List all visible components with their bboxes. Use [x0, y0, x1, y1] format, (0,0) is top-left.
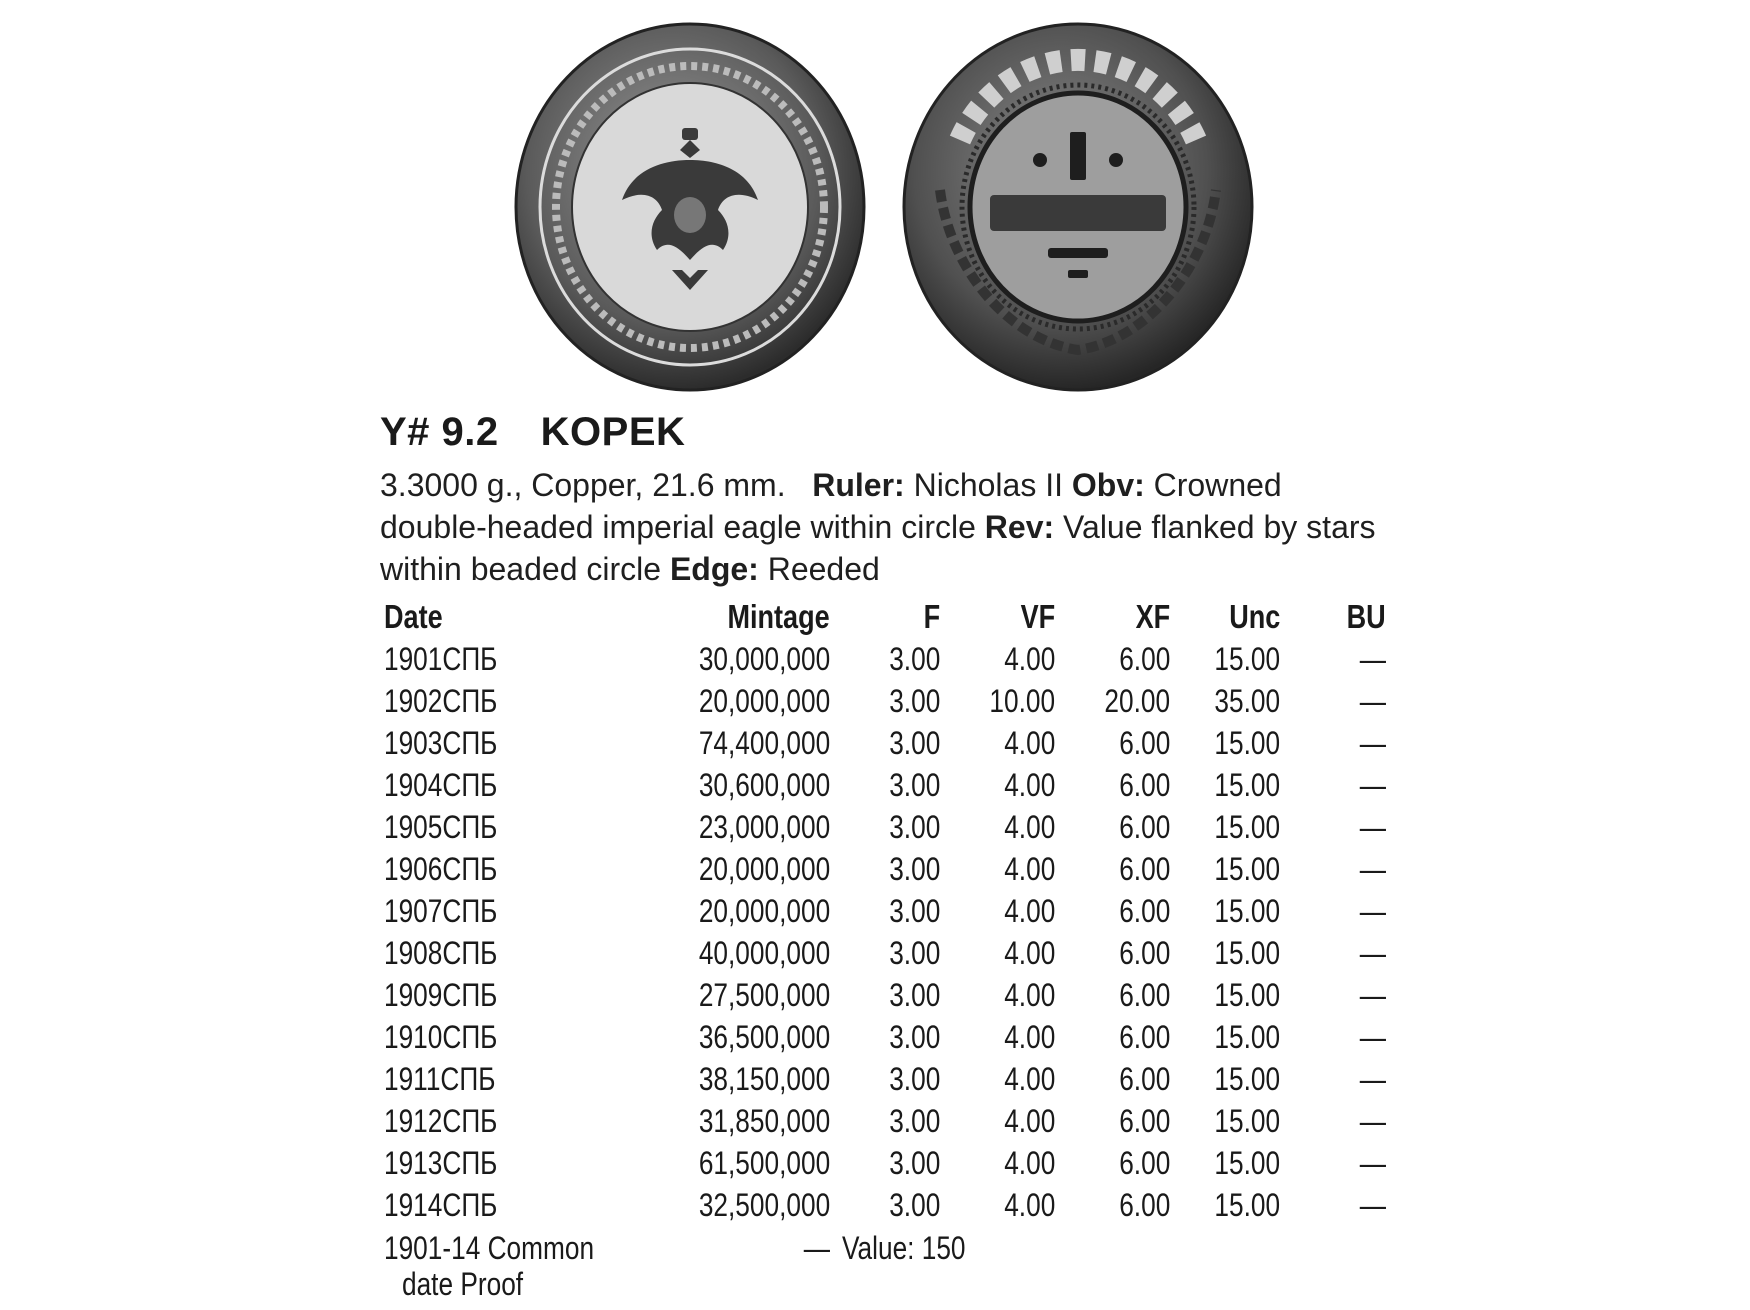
- cell-bu: —: [1359, 977, 1386, 1013]
- cell-bu: —: [1359, 1103, 1386, 1139]
- cell-xf: 6.00: [1118, 725, 1170, 761]
- header-mintage: Mintage: [727, 598, 830, 635]
- cell-xf: 6.00: [1118, 809, 1170, 845]
- table-row: [380, 932, 1390, 974]
- cell-vf: 4.00: [1003, 809, 1055, 845]
- cell-mintage: 74,400,000: [698, 725, 830, 761]
- cell-vf: 4.00: [1003, 1103, 1055, 1139]
- cell-mintage: 20,000,000: [698, 893, 830, 929]
- cell-f: 3.00: [888, 683, 940, 719]
- cell-date: 1904СПБ: [384, 767, 498, 803]
- cell-unc: 35.00: [1214, 683, 1280, 719]
- cell-unc: 15.00: [1214, 809, 1280, 845]
- cell-bu: —: [1359, 851, 1386, 887]
- header-xf: XF: [1135, 598, 1170, 635]
- cell-f: 3.00: [888, 893, 940, 929]
- cell-bu: —: [1359, 725, 1386, 761]
- cell-vf: 4.00: [1003, 977, 1055, 1013]
- cell-unc: 15.00: [1214, 1145, 1280, 1181]
- cell-vf: 4.00: [1003, 1187, 1055, 1223]
- header-date: Date: [384, 598, 443, 635]
- cell-unc: 15.00: [1214, 893, 1280, 929]
- table-row: [380, 638, 1390, 680]
- cell-unc: 15.00: [1214, 1187, 1280, 1223]
- cell-f: 3.00: [888, 851, 940, 887]
- table-row: [380, 890, 1390, 932]
- cell-bu: —: [1359, 767, 1386, 803]
- cell-bu: —: [1359, 935, 1386, 971]
- edge-value: Reeded: [767, 551, 880, 587]
- proof-label-line1: 1901-14 Common: [384, 1230, 595, 1266]
- table-header-row: [380, 596, 1390, 638]
- cell-date: 1902СПБ: [384, 683, 498, 719]
- cell-vf: 4.00: [1003, 1019, 1055, 1055]
- cell-f: 3.00: [888, 1019, 940, 1055]
- cell-vf: 4.00: [1003, 1145, 1055, 1181]
- cell-bu: —: [1359, 893, 1386, 929]
- cell-unc: 15.00: [1214, 977, 1280, 1013]
- cell-date: 1905СПБ: [384, 809, 498, 845]
- cell-xf: 6.00: [1118, 641, 1170, 677]
- cell-xf: 6.00: [1118, 1187, 1170, 1223]
- cell-f: 3.00: [888, 935, 940, 971]
- cell-unc: 15.00: [1214, 1061, 1280, 1097]
- header-unc: Unc: [1228, 598, 1280, 635]
- cell-xf: 6.00: [1118, 977, 1170, 1013]
- reverse-value: Value flanked by stars within beaded circle: [380, 509, 1376, 587]
- table-row: [380, 806, 1390, 848]
- cell-mintage: 31,850,000: [698, 1103, 830, 1139]
- obverse-label: Obv:: [1071, 467, 1145, 503]
- cell-f: 3.00: [888, 641, 940, 677]
- proof-mintage: —: [803, 1230, 830, 1266]
- table-row: [380, 722, 1390, 764]
- cell-xf: 6.00: [1118, 935, 1170, 971]
- cell-bu: —: [1359, 683, 1386, 719]
- reverse-label: Rev:: [984, 509, 1055, 545]
- cell-vf: 4.00: [1003, 767, 1055, 803]
- cell-vf: 4.00: [1003, 893, 1055, 929]
- table-row: [380, 1058, 1390, 1100]
- cell-mintage: 20,000,000: [698, 683, 830, 719]
- proof-row: [380, 1230, 1390, 1310]
- cell-date: 1912СПБ: [384, 1103, 498, 1139]
- table-row: [380, 1184, 1390, 1226]
- cell-unc: 15.00: [1214, 851, 1280, 887]
- proof-label-line2: date Proof: [402, 1266, 524, 1302]
- table-row: [380, 1142, 1390, 1184]
- coin-specs: 3.3000 g., Copper, 21.6 mm.: [380, 467, 786, 503]
- cell-vf: 4.00: [1003, 641, 1055, 677]
- cell-date: 1909СПБ: [384, 977, 498, 1013]
- cell-vf: 4.00: [1003, 851, 1055, 887]
- cell-date: 1901СПБ: [384, 641, 498, 677]
- cell-bu: —: [1359, 641, 1386, 677]
- obverse-value: Crowned double-headed imperial eagle within circle: [380, 467, 1282, 545]
- cell-mintage: 36,500,000: [698, 1019, 830, 1055]
- coin-obverse-image: [512, 20, 868, 394]
- cell-bu: —: [1359, 1145, 1386, 1181]
- table-row: [380, 1016, 1390, 1058]
- cell-bu: —: [1359, 1019, 1386, 1055]
- ruler-value: Nicholas II: [913, 467, 1063, 503]
- table-row: [380, 680, 1390, 722]
- cell-f: 3.00: [888, 725, 940, 761]
- cell-unc: 15.00: [1214, 1019, 1280, 1055]
- cell-xf: 6.00: [1118, 851, 1170, 887]
- cell-date: 1910СПБ: [384, 1019, 498, 1055]
- cell-f: 3.00: [888, 1145, 940, 1181]
- coin-reverse-image: [900, 20, 1256, 394]
- cell-f: 3.00: [888, 1061, 940, 1097]
- cell-xf: 6.00: [1118, 1103, 1170, 1139]
- cell-mintage: 20,000,000: [698, 851, 830, 887]
- coin-name: KOPEK: [540, 410, 686, 454]
- table-row: [380, 1100, 1390, 1142]
- cell-bu: —: [1359, 809, 1386, 845]
- cell-f: 3.00: [888, 977, 940, 1013]
- cell-mintage: 30,000,000: [698, 641, 830, 677]
- cell-bu: —: [1359, 1187, 1386, 1223]
- cell-vf: 10.00: [989, 683, 1055, 719]
- table-row: [380, 974, 1390, 1016]
- catalog-entry-title: [380, 410, 685, 455]
- cell-f: 3.00: [888, 1187, 940, 1223]
- cell-f: 3.00: [888, 809, 940, 845]
- cell-mintage: 40,000,000: [698, 935, 830, 971]
- table-row: [380, 764, 1390, 806]
- cell-xf: 20.00: [1104, 683, 1170, 719]
- price-table: [380, 596, 1390, 1310]
- cell-mintage: 23,000,000: [698, 809, 830, 845]
- cell-unc: 15.00: [1214, 935, 1280, 971]
- cell-bu: —: [1359, 1061, 1386, 1097]
- cell-date: 1903СПБ: [384, 725, 498, 761]
- cell-mintage: 38,150,000: [698, 1061, 830, 1097]
- cell-vf: 4.00: [1003, 1061, 1055, 1097]
- header-vf: VF: [1020, 598, 1055, 635]
- cell-xf: 6.00: [1118, 1145, 1170, 1181]
- cell-xf: 6.00: [1118, 767, 1170, 803]
- header-bu: BU: [1346, 598, 1386, 635]
- cell-f: 3.00: [888, 1103, 940, 1139]
- cell-date: 1911СПБ: [384, 1061, 496, 1097]
- catalog-number: Y# 9.2: [380, 410, 499, 454]
- cell-xf: 6.00: [1118, 893, 1170, 929]
- table-row: [380, 848, 1390, 890]
- cell-date: 1907СПБ: [384, 893, 498, 929]
- cell-date: 1914СПБ: [384, 1187, 498, 1223]
- cell-mintage: 27,500,000: [698, 977, 830, 1013]
- cell-date: 1913СПБ: [384, 1145, 498, 1181]
- cell-vf: 4.00: [1003, 725, 1055, 761]
- cell-unc: 15.00: [1214, 1103, 1280, 1139]
- cell-unc: 15.00: [1214, 641, 1280, 677]
- cell-mintage: 61,500,000: [698, 1145, 830, 1181]
- cell-vf: 4.00: [1003, 935, 1055, 971]
- cell-xf: 6.00: [1118, 1019, 1170, 1055]
- cell-f: 3.00: [888, 767, 940, 803]
- cell-unc: 15.00: [1214, 767, 1280, 803]
- ruler-label: Ruler:: [812, 467, 905, 503]
- cell-mintage: 32,500,000: [698, 1187, 830, 1223]
- cell-unc: 15.00: [1214, 725, 1280, 761]
- cell-xf: 6.00: [1118, 1061, 1170, 1097]
- cell-mintage: 30,600,000: [698, 767, 830, 803]
- proof-value: Value: 150: [842, 1230, 966, 1266]
- cell-date: 1908СПБ: [384, 935, 498, 971]
- cell-date: 1906СПБ: [384, 851, 498, 887]
- edge-label: Edge:: [669, 551, 759, 587]
- header-f: F: [923, 598, 940, 635]
- coin-description: [380, 464, 1390, 590]
